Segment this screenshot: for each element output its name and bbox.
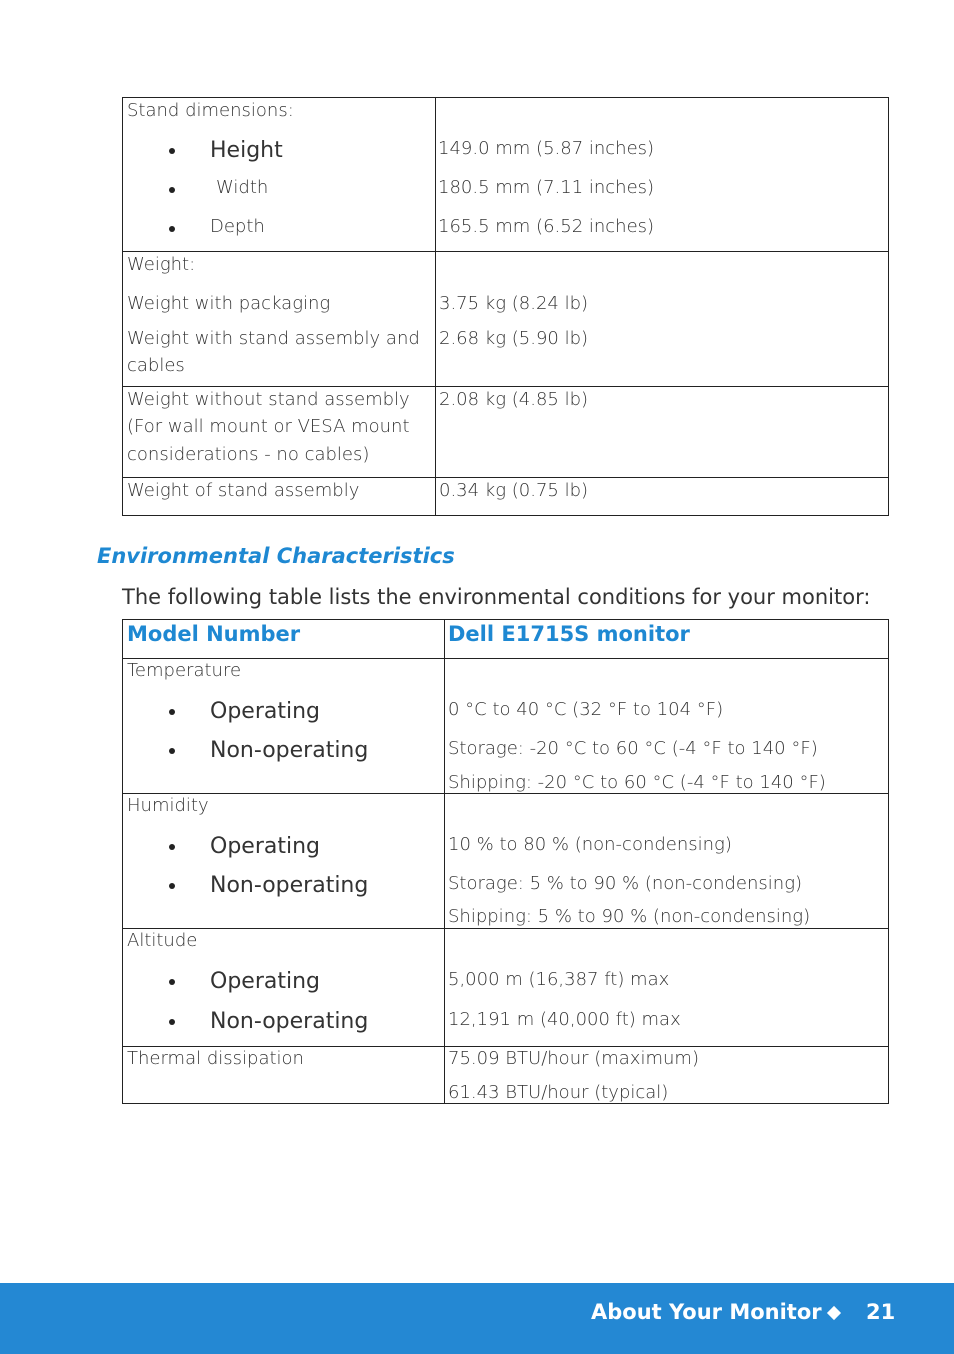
table-divider (122, 1046, 889, 1047)
hum-shipping-value: Shipping: 5 % to 90 % (non-condensing) (448, 906, 811, 927)
thermal-max-value: 75.09 BTU/hour (maximum) (448, 1048, 699, 1069)
hum-nonoperating-label: Non-operating (210, 873, 369, 898)
depth-value: 165.5 mm (6.52 inches) (438, 216, 655, 237)
weight-stand-label: Weight of stand assembly (127, 480, 360, 501)
alt-operating-label: Operating (210, 969, 320, 994)
weight-label: Weight: (127, 254, 196, 275)
weight-without-stand-label-cont2: considerations - no cables) (127, 444, 370, 465)
table-divider (122, 386, 889, 387)
bullet-icon (169, 709, 175, 715)
model-name-header: Dell E1715S monitor (448, 622, 690, 646)
bullet-icon (169, 844, 175, 850)
bullet-icon (169, 187, 175, 193)
table-divider (122, 928, 889, 929)
weight-without-stand-label-cont: (For wall mount or VESA mount (127, 416, 410, 437)
hum-operating-value: 10 % to 80 % (non-condensing) (448, 834, 732, 855)
temp-shipping-value: Shipping: -20 °C to 60 °C (-4 °F to 140 °F) (448, 772, 826, 793)
table-divider (122, 477, 889, 478)
alt-nonoperating-label: Non-operating (210, 1009, 369, 1034)
alt-operating-value: 5,000 m (16,387 ft) max (448, 969, 670, 990)
hum-operating-label: Operating (210, 834, 320, 859)
temperature-label: Temperature (127, 660, 242, 681)
table-divider (122, 658, 889, 659)
weight-packaging-label: Weight with packaging (127, 293, 331, 314)
weight-stand-cables-value: 2.68 kg (5.90 lb) (439, 328, 589, 349)
height-label: Height (210, 138, 283, 163)
depth-label: Depth (210, 216, 265, 237)
humidity-label: Humidity (127, 795, 209, 816)
weight-stand-cables-label: Weight with stand assembly and (127, 328, 420, 349)
model-number-header: Model Number (127, 622, 301, 646)
bullet-icon (169, 1019, 175, 1025)
weight-stand-value: 0.34 kg (0.75 lb) (439, 480, 589, 501)
temp-operating-value: 0 °C to 40 °C (32 °F to 104 °F) (448, 699, 724, 720)
bullet-icon (169, 979, 175, 985)
temp-storage-value: Storage: -20 °C to 60 °C (-4 °F to 140 °F) (448, 738, 818, 759)
table-divider (435, 97, 436, 516)
height-value: 149.0 mm (5.87 inches) (438, 138, 655, 159)
weight-without-stand-value: 2.08 kg (4.85 lb) (439, 389, 589, 410)
weight-stand-cables-label-cont: cables (127, 355, 185, 376)
width-value: 180.5 mm (7.11 inches) (438, 177, 655, 198)
bullet-icon (169, 883, 175, 889)
table-divider (122, 251, 889, 252)
intro-text: The following table lists the environmental conditions for your monitor: (122, 585, 871, 609)
footer-section-title: About Your Monitor (591, 1300, 822, 1324)
stand-dimensions-label: Stand dimensions: (127, 100, 294, 121)
weight-without-stand-label: Weight without stand assembly (127, 389, 410, 410)
section-title: Environmental Characteristics (97, 544, 455, 568)
width-label: Width (216, 177, 269, 198)
alt-nonoperating-value: 12,191 m (40,000 ft) max (448, 1009, 681, 1030)
weight-packaging-value: 3.75 kg (8.24 lb) (439, 293, 589, 314)
bullet-icon (169, 226, 175, 232)
thermal-typ-value: 61.43 BTU/hour (typical) (448, 1082, 669, 1103)
page-number: 21 (866, 1300, 896, 1324)
thermal-label: Thermal dissipation (127, 1048, 304, 1069)
bullet-icon (169, 748, 175, 754)
table-divider (444, 619, 445, 1104)
altitude-label: Altitude (127, 930, 198, 951)
temp-operating-label: Operating (210, 699, 320, 724)
hum-storage-value: Storage: 5 % to 90 % (non-condensing) (448, 873, 803, 894)
bullet-icon (169, 148, 175, 154)
temp-nonoperating-label: Non-operating (210, 738, 369, 763)
